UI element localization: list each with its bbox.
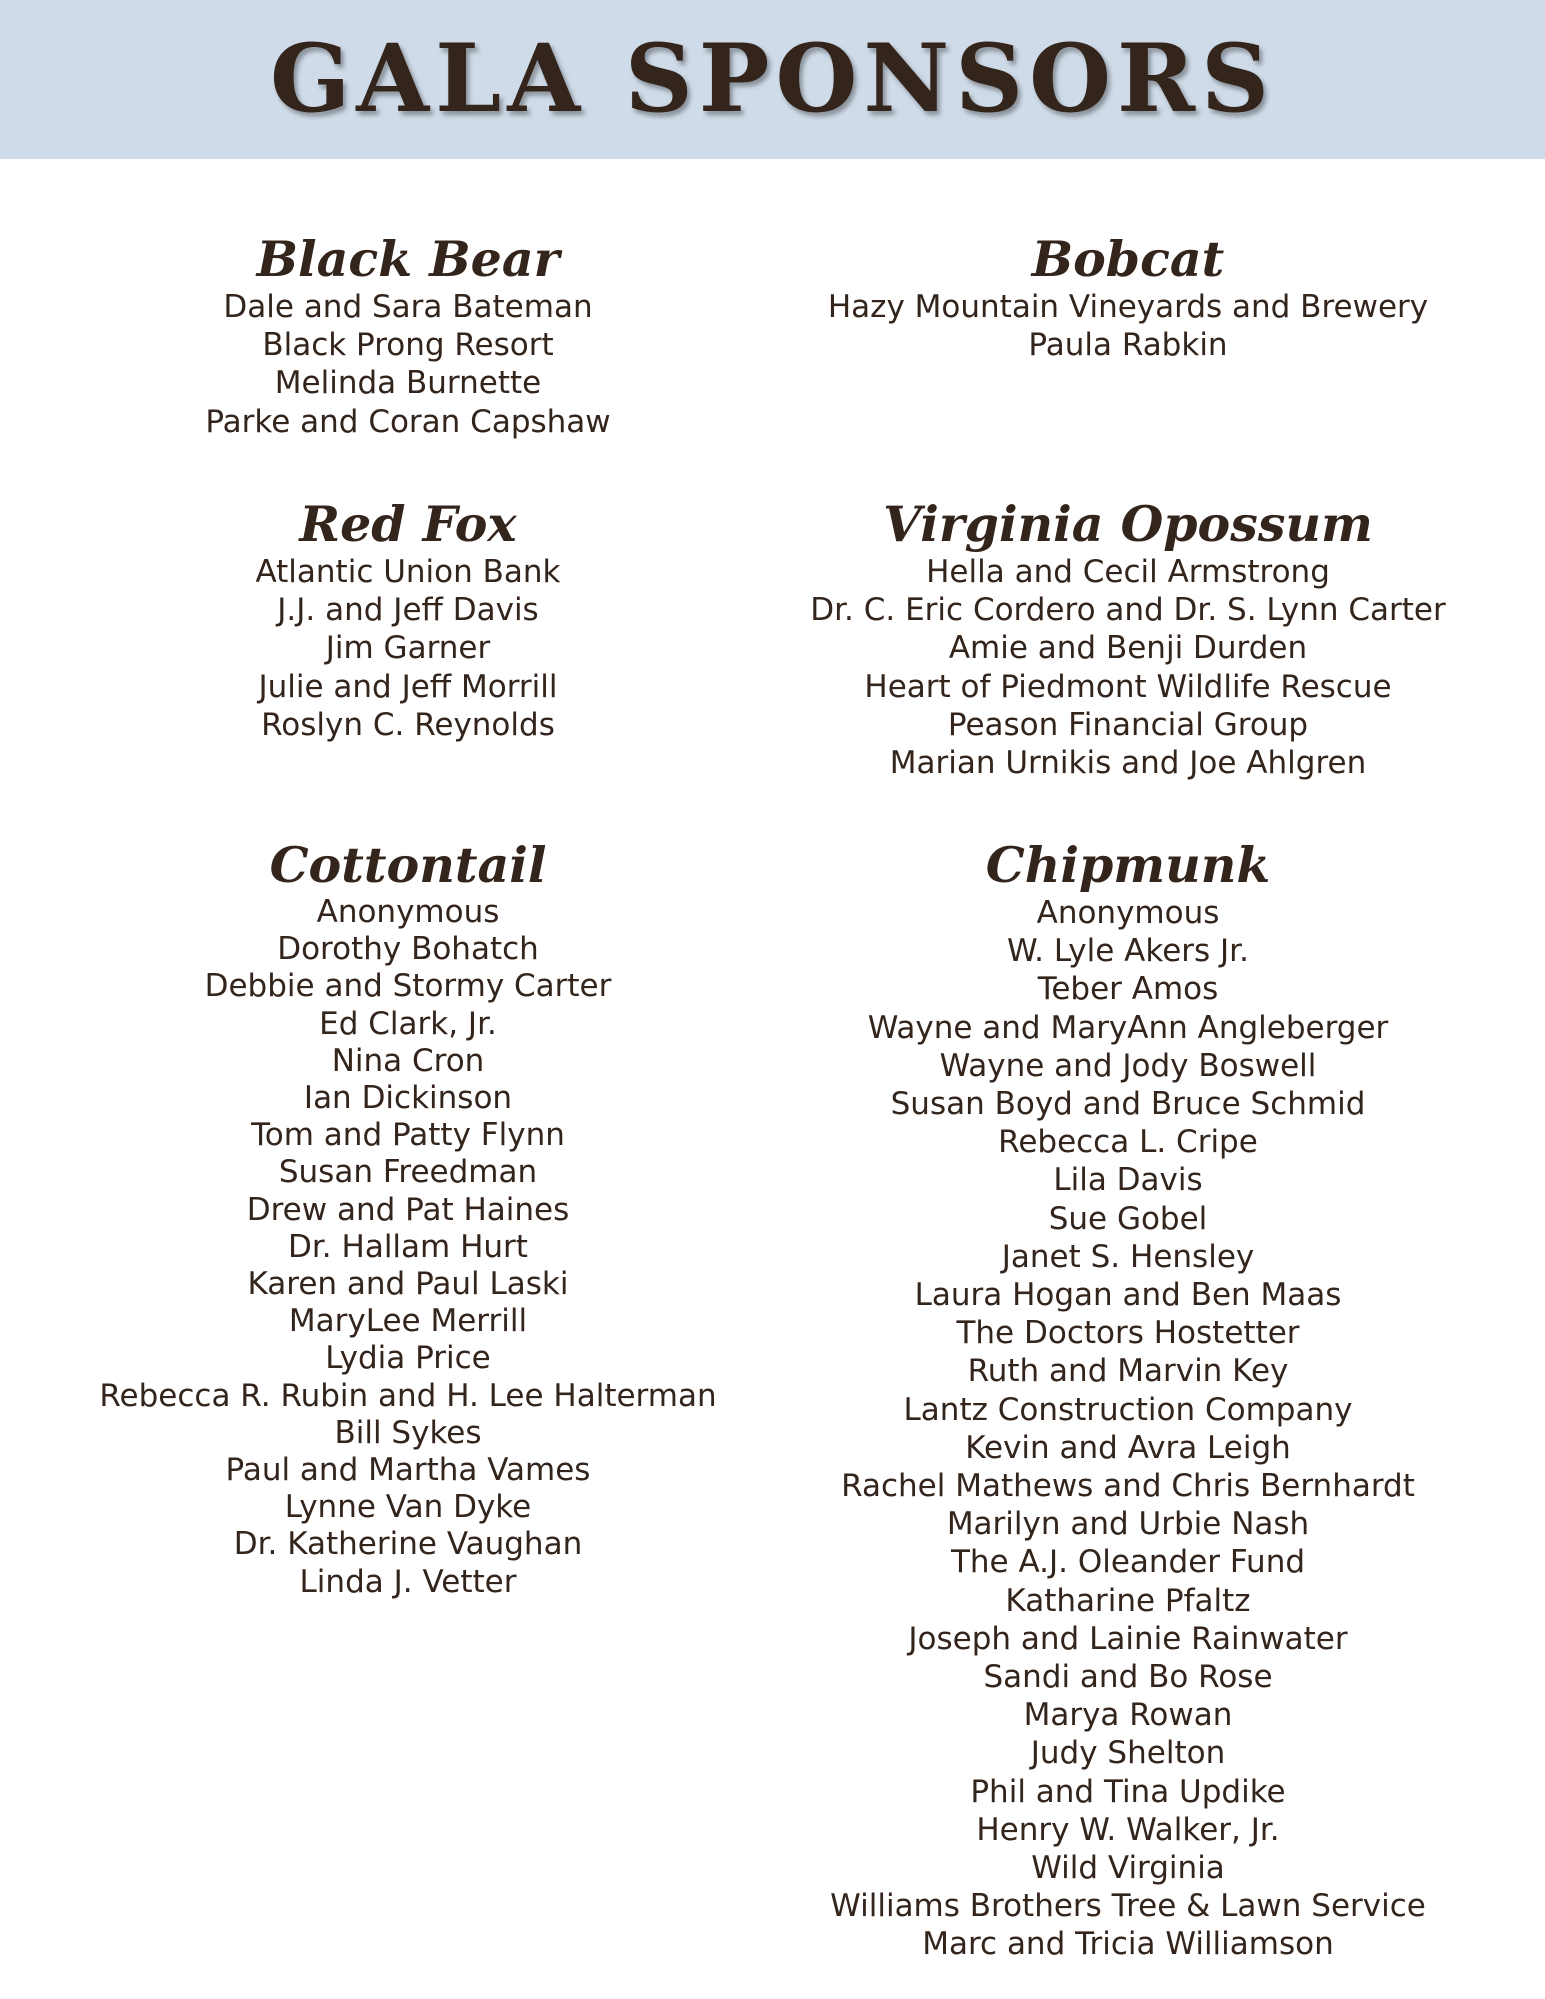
sponsor-name: MaryLee Merrill [288,1303,528,1340]
sponsor-name: Black Prong Resort [262,327,554,364]
section-title: Bobcat [1031,230,1225,288]
section-title: Red Fox [299,495,517,553]
section-title: Black Bear [256,230,560,288]
sponsor-list [748,553,1508,782]
sponsor-name: Roslyn C. Reynolds [261,706,555,743]
sponsor-name: Marya Rowan [1023,1697,1233,1734]
sponsor-name: Anonymous [1036,895,1220,931]
sponsor-name: Nina Cron [331,1042,485,1079]
sponsor-name: Rebecca R. Rubin and H. Lee Halterman [99,1377,717,1414]
sponsor-name: Lynne Van Dyke [284,1489,532,1526]
sponsor-name: Phil and Tina Updike [970,1773,1286,1810]
sponsor-name: Lydia Price [325,1340,491,1377]
sponsor-name: Hella and Cecil Armstrong [926,554,1330,590]
sponsor-name: Wayne and Jody Boswell [939,1047,1317,1084]
sponsor-name: Dale and Sara Bateman [223,289,593,325]
sponsor-name: Linda J. Vetter [299,1563,517,1600]
sponsor-name: Lantz Construction Company [903,1391,1353,1428]
sponsor-name: Ruth and Marvin Key [967,1353,1289,1390]
sponsor-name: Amie and Benji Durden [948,630,1308,667]
sponsor-name: Peason Financial Group [947,706,1309,743]
sponsor-name: Drew and Pat Haines [246,1191,570,1228]
sponsor-name: Melinda Burnette [274,365,542,402]
sponsor-name: Dr. C. Eric Cordero and Dr. S. Lynn Carter [810,592,1446,629]
sponsor-list [748,894,1508,1964]
sponsor-name: Susan Boyd and Bruce Schmid [890,1086,1366,1123]
sponsor-name: Laura Hogan and Ben Maas [914,1277,1342,1314]
sponsor-name: Marc and Tricia Williamson [922,1926,1334,1963]
sponsor-name: Marilyn and Urbie Nash [946,1506,1310,1543]
sponsor-list [28,894,788,1601]
sponsor-name: Joseph and Lainie Rainwater [908,1620,1348,1657]
sponsor-name: Katharine Pfaltz [1005,1582,1251,1619]
sponsor-name: Karen and Paul Laski [247,1266,569,1303]
sponsor-name: Rebecca L. Cripe [998,1124,1258,1161]
sponsor-name: Heart of Piedmont Wildlife Rescue [864,668,1392,705]
section-black-bear [28,230,788,441]
sponsor-name: Wild Virginia [1031,1850,1225,1887]
section-title: Chipmunk [985,836,1271,894]
sponsor-name: Teber Amos [1037,971,1219,1008]
sponsor-name: Atlantic Union Bank [255,554,561,590]
section-red-fox [28,495,788,744]
sponsor-name: Henry W. Walker, Jr. [976,1811,1280,1848]
sponsor-name: Anonymous [316,894,500,930]
sponsor-name: Parke and Coran Capshaw [205,403,611,440]
sponsor-name: Lila Davis [1053,1162,1203,1199]
sponsor-name: Dorothy Bohatch [277,931,539,968]
sponsor-name: Judy Shelton [1030,1735,1226,1772]
sponsor-name: Sue Gobel [1048,1200,1208,1237]
sponsor-name: Tom and Patty Flynn [251,1117,565,1154]
sponsor-name: Sandi and Bo Rose [983,1659,1273,1696]
header-banner [0,0,1545,159]
sponsor-name: Dr. Katherine Vaughan [233,1526,583,1563]
sponsor-name: Paul and Martha Vames [225,1452,591,1489]
sponsor-name: Kevin and Avra Leigh [965,1429,1291,1466]
sponsor-name: Paula Rabkin [1028,327,1228,364]
sponsor-name: Williams Brothers Tree & Lawn Service [830,1888,1426,1925]
sponsor-name: Ed Clark, Jr. [319,1005,497,1042]
sponsor-list [748,288,1508,364]
section-chipmunk [748,836,1508,1964]
section-cottontail [28,836,788,1601]
sponsor-list [28,288,788,441]
sponsor-name: Rachel Mathews and Chris Bernhardt [841,1468,1415,1505]
sponsor-name: Bill Sykes [334,1414,482,1451]
section-bobcat [748,230,1508,364]
sponsor-name: Hazy Mountain Vineyards and Brewery [827,289,1429,325]
sponsor-name: Janet S. Hensley [1001,1238,1255,1275]
sponsor-name: Dr. Hallam Hurt [288,1228,528,1265]
section-title: Cottontail [269,836,547,894]
sponsor-name: J.J. and Jeff Davis [277,592,539,629]
sponsor-name: The Doctors Hostetter [956,1315,1300,1352]
section-virginia-opossum [748,495,1508,782]
section-title: Virginia Opossum [883,495,1373,553]
sponsor-name: Marian Urnikis and Joe Ahlgren [889,745,1367,782]
sponsor-list [28,553,788,744]
sponsor-name: Debbie and Stormy Carter [204,968,612,1005]
sponsor-name: Ian Dickinson [303,1080,513,1117]
sponsor-name: Jim Garner [325,630,491,667]
sponsor-name: Julie and Jeff Morrill [258,668,558,705]
sponsor-name: Susan Freedman [278,1154,538,1191]
sponsor-name: Wayne and MaryAnn Angleberger [867,1009,1389,1046]
page-title: GALA SPONSORS [269,24,1276,134]
sponsor-name: The A.J. Oleander Fund [950,1544,1306,1581]
sponsor-name: W. Lyle Akers Jr. [1007,933,1249,970]
